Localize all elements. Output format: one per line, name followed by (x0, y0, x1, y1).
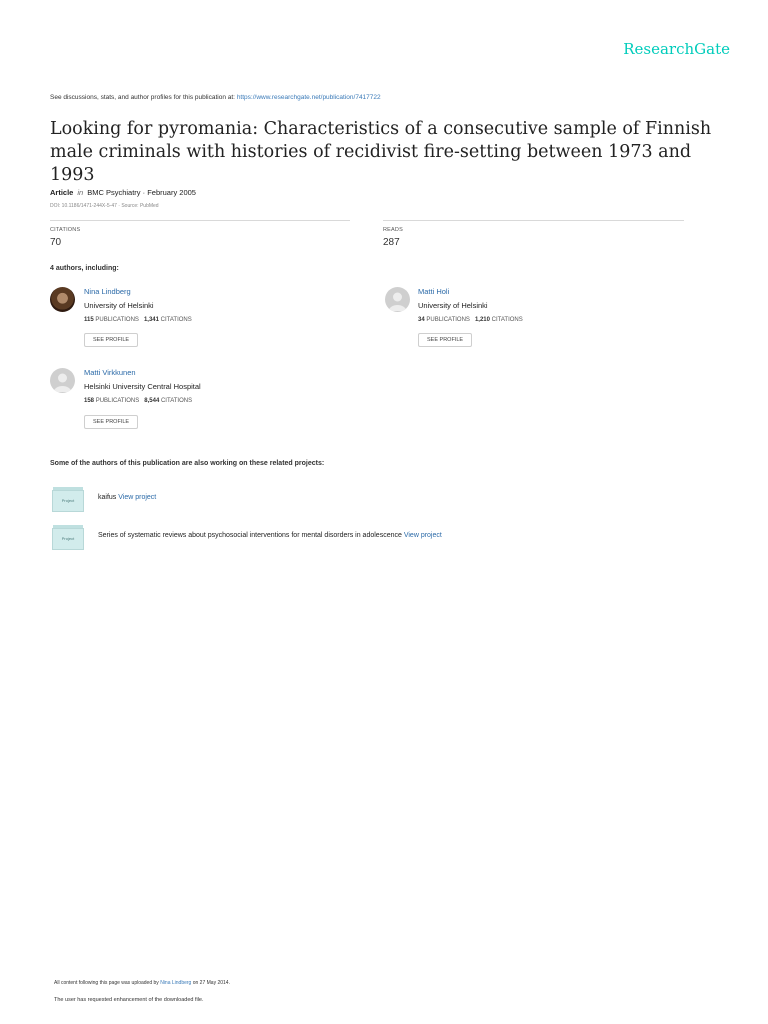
project-row (98, 532, 442, 539)
enhancement-note: The user has requested enhancement of the downloaded file. (54, 997, 204, 1003)
author-name-link[interactable]: Nina Lindberg (84, 287, 131, 296)
upload-prefix: All content following this page was uploaded by (54, 980, 159, 986)
see-profile-button[interactable]: SEE PROFILE (84, 333, 138, 347)
citations-divider (50, 220, 350, 221)
author-name-link[interactable]: Matti Holi (418, 287, 450, 296)
project-icon (52, 528, 84, 550)
publications-label: PUBLICATIONS (95, 317, 139, 323)
authors-heading: 4 authors, including: (50, 265, 119, 272)
default-avatar-icon[interactable] (385, 287, 410, 312)
publications-count: 158 (84, 398, 95, 404)
citations-count: 1,341 (143, 317, 159, 323)
author-institution: University of Helsinki (84, 301, 154, 310)
discussion-line (50, 94, 381, 101)
citations-count: 1,210 (474, 317, 490, 323)
publications-count: 115 (84, 317, 94, 323)
project-name: Series of systematic reviews about psychosocial interventions for mental disorders in adolescence (98, 532, 402, 539)
author-stats (418, 317, 523, 323)
in-label: in (77, 188, 84, 197)
author-institution: Helsinki University Central Hospital (84, 382, 201, 391)
reads-value: 287 (383, 237, 400, 248)
citations-label: CITATIONS (50, 227, 81, 233)
discussion-prefix: See discussions, stats, and author profiles for this publication at: (50, 94, 235, 101)
publication-title: Looking for pyromania: Characteristics of a consecutive sample of Finnish male criminals with histories of recidivist fire-setting between 1973 and 1993 (50, 119, 712, 185)
project-icon (52, 490, 84, 512)
uploader-link[interactable]: Nina Lindberg (160, 980, 192, 986)
projects-heading: Some of the authors of this publication are also working on these related projects: (50, 460, 325, 467)
default-avatar-icon[interactable] (50, 368, 75, 393)
view-project-link[interactable]: View project (403, 532, 442, 539)
project-icon-label: Project (61, 536, 75, 541)
author-stats (84, 317, 192, 323)
author-institution: University of Helsinki (418, 301, 488, 310)
citations-label: CITATIONS (491, 317, 523, 323)
author-avatar-photo[interactable] (50, 287, 75, 312)
author-name-link[interactable]: Matti Virkkunen (84, 368, 136, 377)
project-icon-label: Project (61, 498, 75, 503)
upload-note (54, 980, 230, 986)
doi-line: DOI: 10.1186/1471-244X-5-47 · Source: PubMed (50, 203, 159, 209)
view-project-link[interactable]: View project (118, 494, 157, 501)
see-profile-button[interactable]: SEE PROFILE (84, 415, 138, 429)
reads-label: READS (383, 227, 403, 233)
publication-meta (50, 188, 196, 197)
citations-label: CITATIONS (160, 317, 192, 323)
citations-count: 8,544 (144, 398, 160, 404)
reads-divider (383, 220, 684, 221)
project-name: kaifus (98, 494, 117, 501)
journal-link[interactable]: BMC Psychiatry · February 2005 (87, 188, 196, 197)
citations-value: 70 (50, 237, 62, 248)
author-stats (84, 398, 192, 404)
publications-label: PUBLICATIONS (95, 398, 140, 404)
researchgate-logo[interactable]: ResearchGate (623, 40, 730, 58)
article-type: Article (50, 188, 74, 197)
publications-label: PUBLICATIONS (426, 317, 470, 323)
publications-count: 34 (418, 317, 425, 323)
see-profile-button[interactable]: SEE PROFILE (418, 333, 472, 347)
project-row (98, 494, 156, 501)
publication-url-link[interactable]: https://www.researchgate.net/publication/7417722 (236, 94, 381, 101)
upload-suffix: on 27 May 2014. (192, 980, 230, 986)
citations-label: CITATIONS (160, 398, 193, 404)
